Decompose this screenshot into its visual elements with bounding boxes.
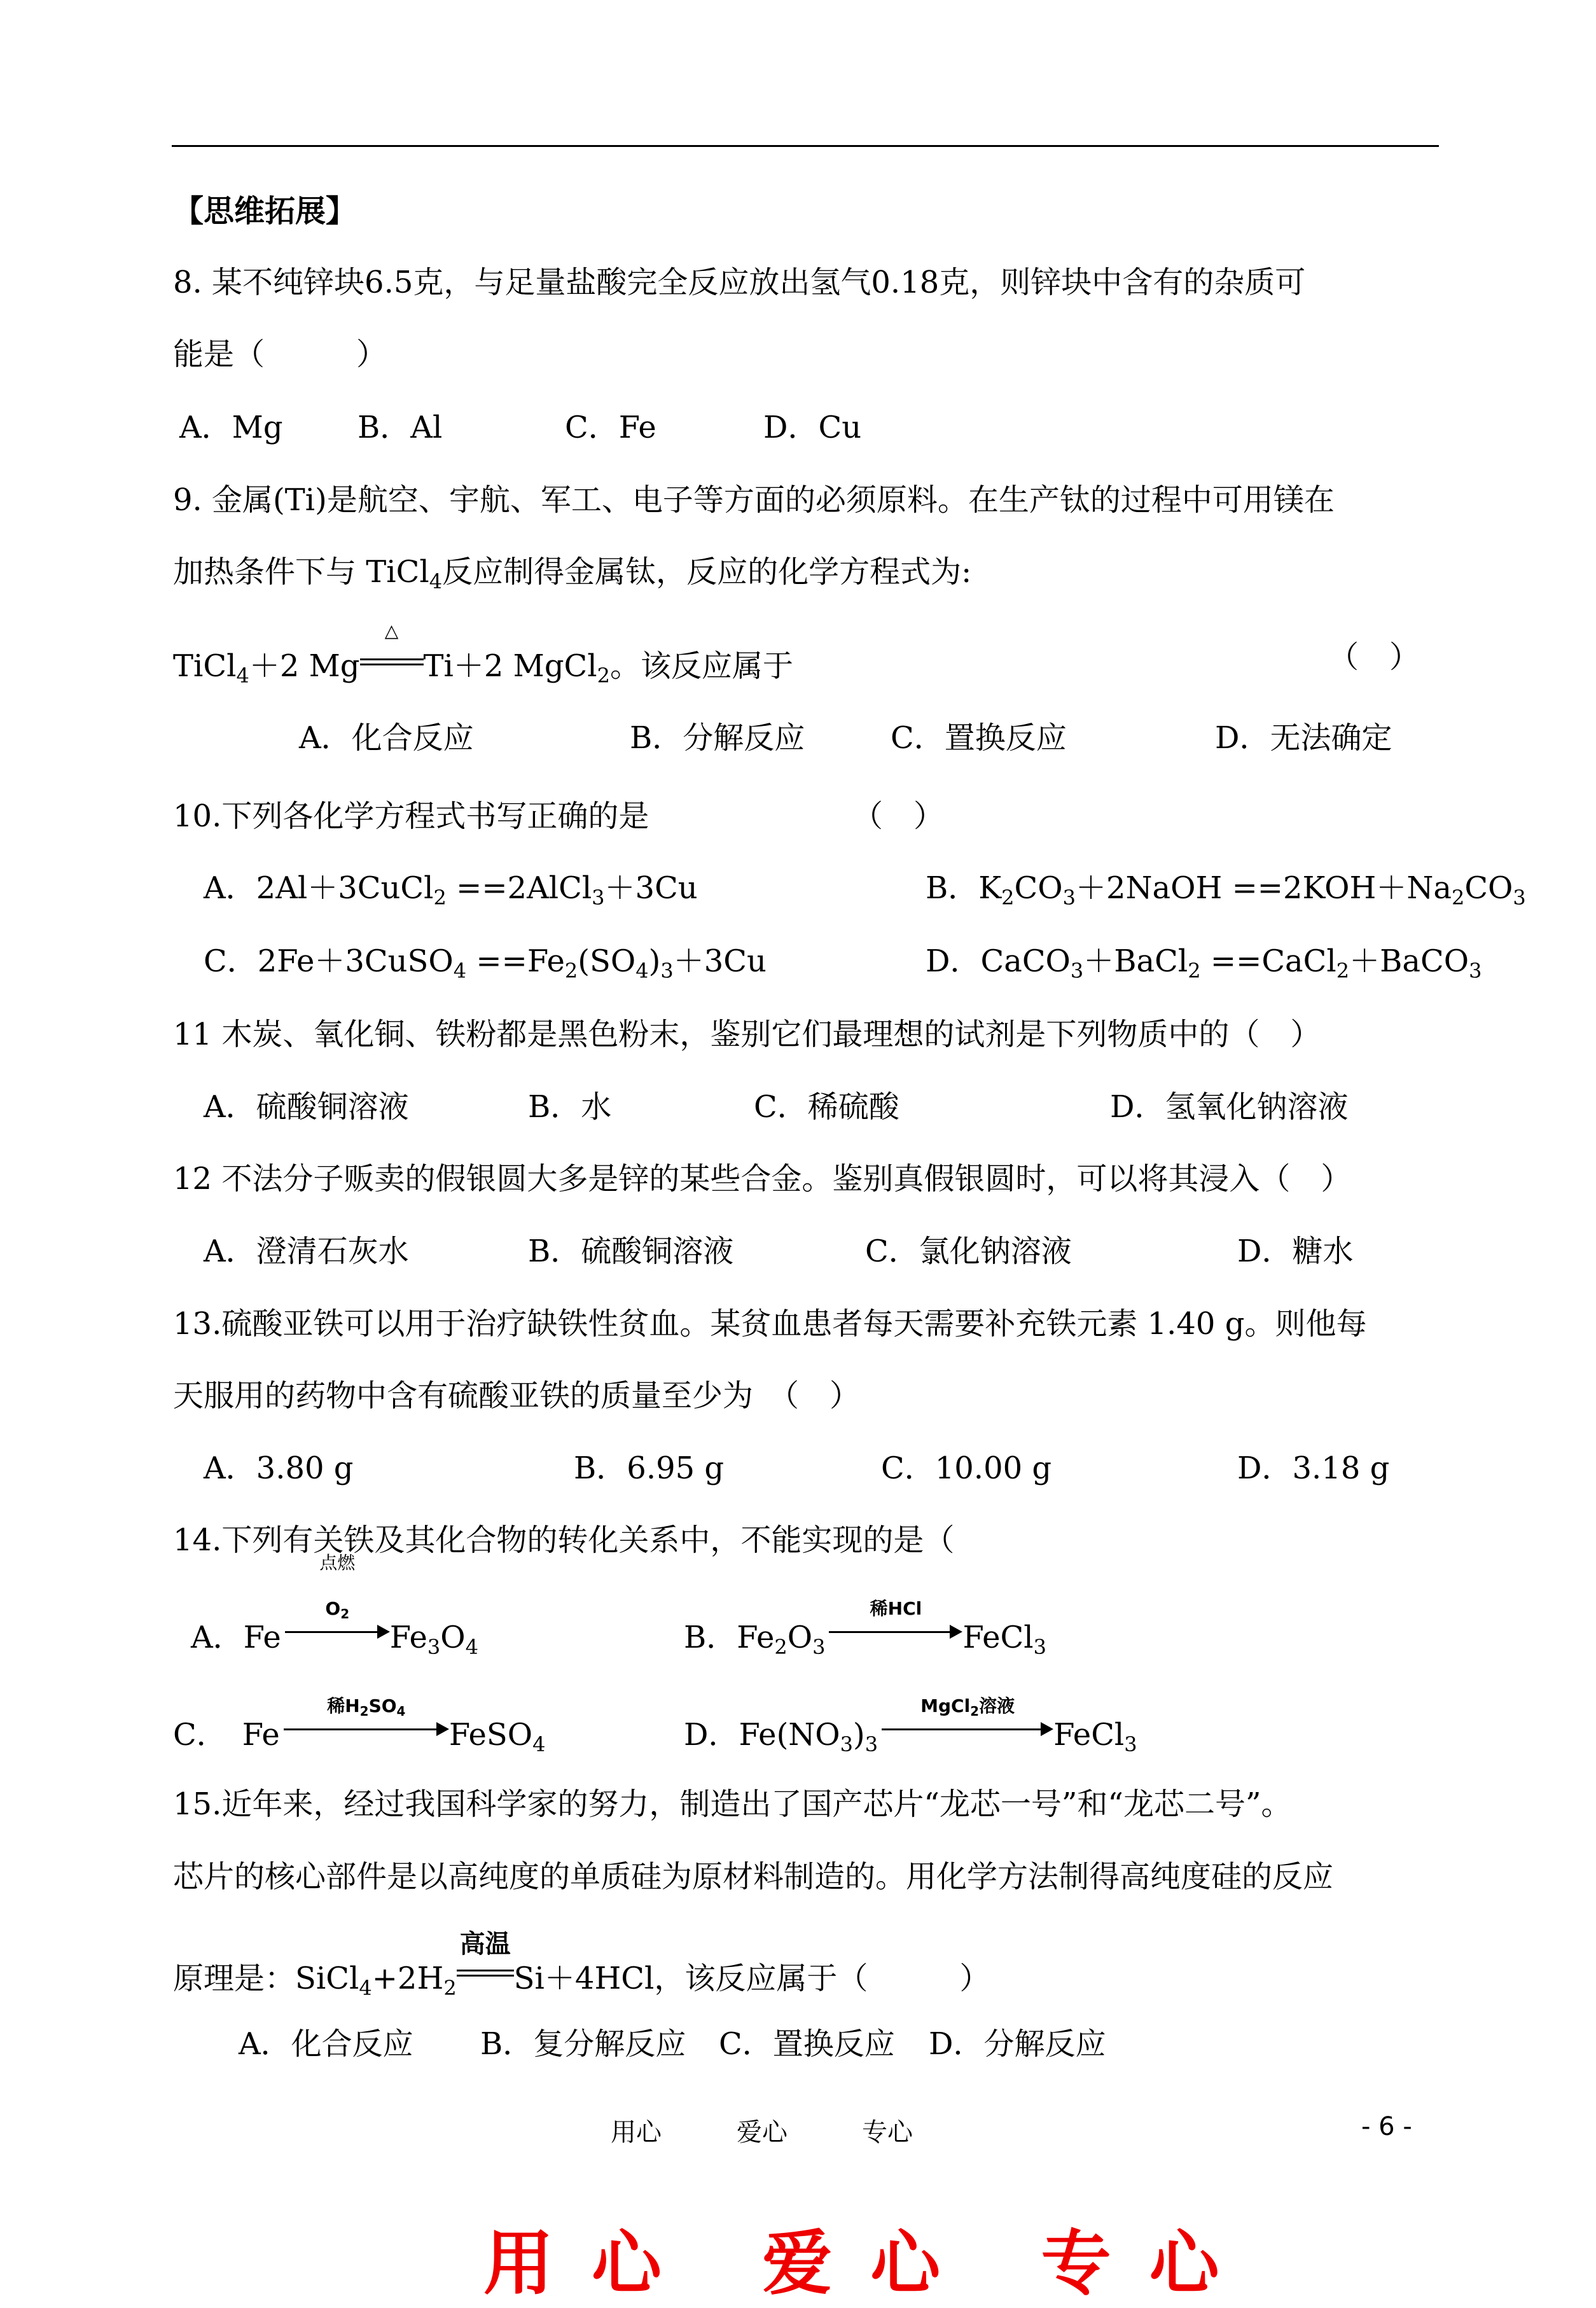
arrow-icon: 稀$H_2SO_4$ [284, 1707, 449, 1754]
q8-line1: 8. 某不纯锌块6.5克，与足量盐酸完全反应放出氢气0.18克，则锌块中含有的杂质可 [173, 265, 1306, 300]
footer-item: 爱心 [737, 2118, 788, 2147]
high-temp-equals-sign: 高温 [457, 1950, 514, 1998]
q10-option-a: A．2Al＋3CuCl$_2$ ==2AlCl$_3$＋3Cu [204, 870, 698, 910]
q15-option-c: C．置换反应 [719, 2026, 895, 2062]
q13-option-d: D．3.18 g [1237, 1450, 1390, 1486]
q9-equation: TiCl$_4$＋2 Mg △ Ti＋2 MgCl$_2$。该反应属于 [173, 620, 793, 688]
q8-option-b: B．Al [357, 410, 443, 445]
q14-option-c: C． Fe 稀$H_2SO_4$ FeSO$_4$ [173, 1695, 546, 1756]
q11-option-d: D．氢氧化钠溶液 [1110, 1089, 1349, 1125]
q9-option-a: A．化合反应 [299, 720, 474, 756]
watermark-stamp: 用心 爱心 专心 [483, 2223, 1258, 2304]
q11-option-c: C．稀硫酸 [754, 1089, 899, 1125]
q12-option-b: B．硫酸铜溶液 [528, 1234, 734, 1269]
q10-option-c: C．2Fe＋3CuSO$_4$ $==Fe_2(SO_4)_3+3Cu$ [204, 943, 767, 983]
arrow-icon: 稀HCl [829, 1609, 962, 1657]
q15-option-d: D．分解反应 [929, 2026, 1106, 2062]
q10-option-b: B．$K_2CO_3+2NaOH ==2KOH+Na_2CO_3$ [926, 870, 1526, 910]
q10-bracket: （ ） [852, 798, 945, 834]
q9-option-b: B．分解反应 [630, 720, 805, 756]
q12-option-d: D．糖水 [1237, 1234, 1354, 1269]
q15-equation: 原理是：$SiCl_4+2H_2$ 高温 Si＋4HCl，该反应属于（ ） [173, 1929, 990, 2000]
header-rule [172, 145, 1439, 147]
footer-item: 专心 [862, 2118, 913, 2147]
heat-icon: △ [384, 620, 399, 641]
q11-stem: 11 木炭、氧化铜、铁粉都是黑色粉末，鉴别它们最理想的试剂是下列物质中的（ ） [173, 1017, 1321, 1052]
q14-option-d: D．$Fe(NO_3)_3$ MgCl$_2$溶液 FeCl$_3$ [684, 1695, 1137, 1756]
q10-stem: 10.下列各化学方程式书写正确的是 [173, 798, 649, 834]
q14-option-b: B．$Fe_2O_3$ 稀HCl FeCl$_3$ [684, 1598, 1046, 1659]
q12-option-a: A．澄清石灰水 [204, 1234, 409, 1269]
heat-equals-sign [360, 620, 424, 685]
q15-option-b: B．复分解反应 [480, 2026, 686, 2062]
q13-option-c: C．10.00 g [881, 1450, 1052, 1486]
q12-option-c: C．氯化钠溶液 [865, 1234, 1072, 1269]
q15-line1: 15.近年来，经过我国科学家的努力，制造出了国产芯片“龙芯一号”和“龙芯二号”。 [173, 1786, 1292, 1822]
q9-bracket: （ ） [1328, 639, 1420, 675]
section-title: 【思维拓展】 [173, 193, 357, 229]
page-number: - 6 - [1361, 2112, 1412, 2141]
arrow-icon: 点燃 $O_2$ [285, 1609, 390, 1657]
q15-line2: 芯片的核心部件是以高纯度的单质硅为原材料制造的。用化学方法制得高纯度硅的反应 [173, 1859, 1334, 1894]
q10-option-d: D．CaCO$_3$＋BaCl$_2$ ==CaCl$_2$＋BaCO$_3$ [926, 943, 1482, 983]
arrow-icon: MgCl$_2$溶液 [882, 1707, 1053, 1754]
q8-option-a: A．Mg [179, 410, 283, 445]
q9-option-d: D．无法确定 [1215, 720, 1392, 756]
q11-option-a: A．硫酸铜溶液 [204, 1089, 409, 1125]
q9-line1: 9. 金属(Ti)是航空、宇航、军工、电子等方面的必须原料。在生产钛的过程中可用镁在 [173, 482, 1335, 518]
q8-option-d: D．Cu [763, 410, 862, 445]
q14-stem: 14.下列有关铁及其化合物的转化关系中，不能实现的是（ [173, 1522, 955, 1558]
q9-option-c: C．置换反应 [891, 720, 1067, 756]
q8-option-c: C．Fe [565, 410, 656, 445]
q13-line1: 13.硫酸亚铁可以用于治疗缺铁性贫血。某贫血患者每天需要补充铁元素 1.40 g。则他每 [173, 1306, 1367, 1342]
footer-item: 用心 [611, 2118, 662, 2147]
q9-line2: 加热条件下与 TiCl$_4$反应制得金属钛，反应的化学方程式为: [173, 554, 972, 594]
q13-option-b: B．6.95 g [574, 1450, 725, 1486]
q8-line2: 能是（ ） [173, 337, 387, 372]
q14-option-a: A．Fe 点燃 $O_2$ $Fe_3O_4$ [191, 1552, 478, 1659]
q15-option-a: A．化合反应 [239, 2026, 413, 2062]
q13-option-a: A．3.80 g [204, 1450, 354, 1486]
q11-option-b: B．水 [528, 1089, 612, 1125]
q13-line2: 天服用的药物中含有硫酸亚铁的质量至少为 （ ） [173, 1378, 861, 1414]
q12-stem: 12 不法分子贩卖的假银圆大多是锌的某些合金。鉴别真假银圆时，可以将其浸入（ ） [173, 1161, 1352, 1197]
